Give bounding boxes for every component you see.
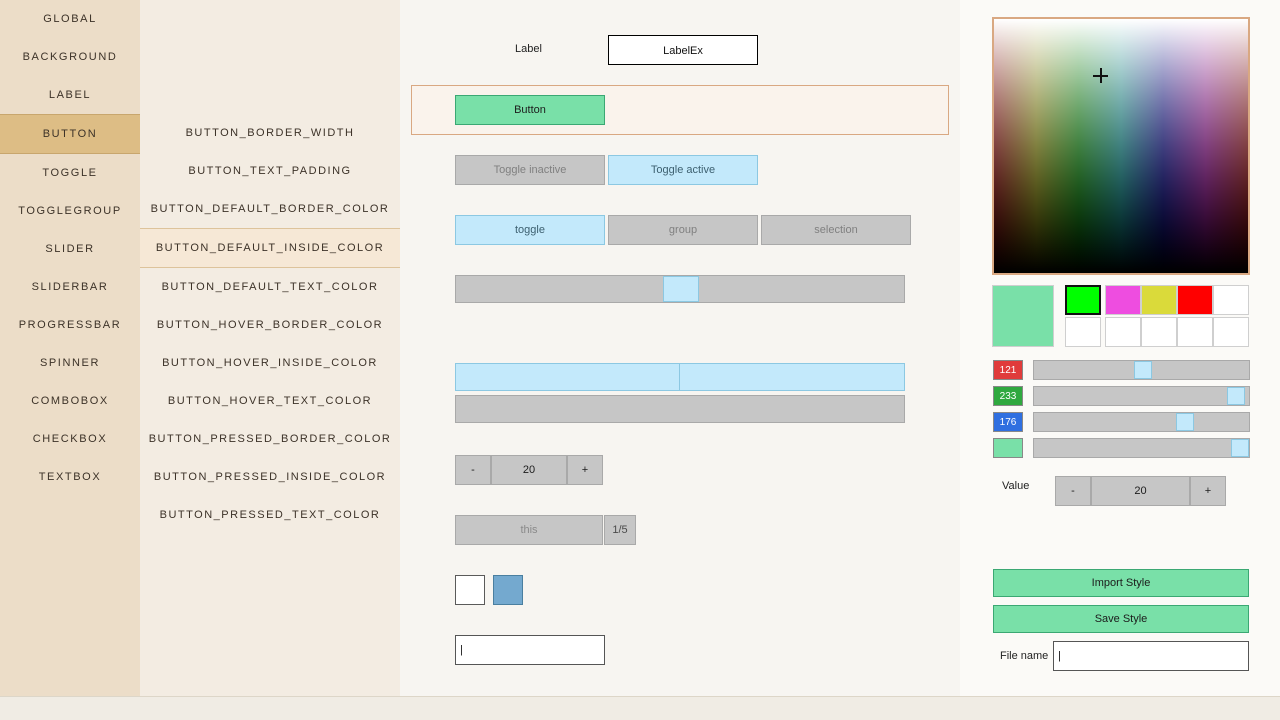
sidebar-item-toggle[interactable]: TOGGLE [42, 167, 98, 179]
value-label: Value [1002, 480, 1030, 492]
property-list [140, 0, 401, 696]
green-channel-row [993, 386, 1250, 406]
preview-sliderbar[interactable] [455, 363, 905, 391]
palette-swatch-4[interactable] [1177, 285, 1213, 315]
sidebar-item-spinner[interactable]: SPINNER [39, 357, 101, 369]
blue-channel-slider[interactable] [1033, 412, 1250, 432]
green-channel-value: 233 [993, 386, 1023, 406]
file-name-label: File name [1000, 650, 1049, 662]
property-item-border-width[interactable]: BUTTON_BORDER_WIDTH [185, 127, 355, 139]
category-sidebar [0, 0, 141, 696]
preview-slider[interactable] [455, 275, 905, 303]
widget-preview-panel [400, 0, 961, 696]
property-item-text-padding[interactable]: BUTTON_TEXT_PADDING [188, 165, 352, 177]
sidebar-item-global[interactable]: GLOBAL [43, 13, 97, 25]
palette-swatch-7[interactable] [1105, 317, 1141, 347]
combobox-counter[interactable]: 1/5 [604, 515, 636, 545]
spinner-value[interactable]: 20 [491, 455, 567, 485]
value-increment-button[interactable]: + [1190, 476, 1226, 506]
toggle-active[interactable]: Toggle active [608, 155, 758, 185]
sidebar-item-background[interactable]: BACKGROUND [22, 51, 118, 63]
checkbox-checked[interactable] [493, 575, 523, 605]
import-style-button[interactable]: Import Style [993, 569, 1249, 597]
spinner-increment-button[interactable]: + [567, 455, 603, 485]
green-channel-knob[interactable] [1227, 387, 1245, 405]
property-item-hover-text-color[interactable]: BUTTON_HOVER_TEXT_COLOR [167, 395, 373, 407]
blue-channel-row [993, 412, 1250, 432]
property-item-default-inside-color[interactable]: BUTTON_DEFAULT_INSIDE_COLOR [140, 228, 400, 268]
palette-swatch-5[interactable] [1213, 285, 1249, 315]
blue-channel-knob[interactable] [1176, 413, 1194, 431]
blue-channel-value: 176 [993, 412, 1023, 432]
label-caption: Label [515, 43, 542, 55]
saturation-value-square[interactable] [992, 17, 1250, 275]
property-item-default-text-color[interactable]: BUTTON_DEFAULT_TEXT_COLOR [161, 281, 379, 293]
label-value-textbox[interactable]: LabelEx [608, 35, 758, 65]
toggle-inactive[interactable]: Toggle inactive [455, 155, 605, 185]
preview-textbox[interactable]: | [455, 635, 605, 665]
togglegroup-item-selection[interactable]: selection [761, 215, 911, 245]
red-channel-value: 121 [993, 360, 1023, 380]
sidebar-item-checkbox[interactable]: CHECKBOX [32, 433, 108, 445]
palette-swatch-1[interactable] [1065, 285, 1101, 315]
combobox-value[interactable]: this [455, 515, 603, 545]
red-channel-slider[interactable] [1033, 360, 1250, 380]
green-channel-slider[interactable] [1033, 386, 1250, 406]
alpha-channel-slider[interactable] [1033, 438, 1250, 458]
red-channel-row [993, 360, 1250, 380]
togglegroup-item-toggle[interactable]: toggle [455, 215, 605, 245]
spinner-decrement-button[interactable]: - [455, 455, 491, 485]
alpha-channel-row [993, 438, 1250, 458]
color-cursor-icon [1093, 68, 1108, 83]
checkbox-unchecked[interactable] [455, 575, 485, 605]
value-spinner-value[interactable]: 20 [1091, 476, 1190, 506]
color-picker-panel [960, 0, 1280, 696]
property-item-default-border-color[interactable]: BUTTON_DEFAULT_BORDER_COLOR [150, 203, 390, 215]
current-color-swatch [992, 285, 1054, 347]
red-channel-knob[interactable] [1134, 361, 1152, 379]
sliderbar-fill [456, 364, 680, 390]
sidebar-item-textbox[interactable]: TEXTBOX [38, 471, 102, 483]
alpha-channel-value [993, 438, 1023, 458]
sidebar-item-label[interactable]: LABEL [48, 89, 92, 101]
value-decrement-button[interactable]: - [1055, 476, 1091, 506]
preview-progressbar [455, 395, 905, 423]
property-item-hover-border-color[interactable]: BUTTON_HOVER_BORDER_COLOR [156, 319, 384, 331]
sidebar-item-togglegroup[interactable]: TOGGLEGROUP [18, 205, 122, 217]
sidebar-item-progressbar[interactable]: PROGRESSBAR [18, 319, 122, 331]
sidebar-item-combobox[interactable]: COMBOBOX [31, 395, 109, 407]
sidebar-item-sliderbar[interactable]: SLIDERBAR [31, 281, 109, 293]
palette-swatch-8[interactable] [1141, 317, 1177, 347]
property-item-hover-inside-color[interactable]: BUTTON_HOVER_INSIDE_COLOR [162, 357, 378, 369]
preview-button[interactable]: Button [455, 95, 605, 125]
sidebar-item-button[interactable]: BUTTON [0, 114, 140, 154]
bottom-status-strip [0, 696, 1280, 720]
slider-knob[interactable] [663, 276, 699, 302]
property-item-pressed-inside-color[interactable]: BUTTON_PRESSED_INSIDE_COLOR [153, 471, 387, 483]
save-style-button[interactable]: Save Style [993, 605, 1249, 633]
property-item-pressed-text-color[interactable]: BUTTON_PRESSED_TEXT_COLOR [159, 509, 381, 521]
togglegroup-item-group[interactable]: group [608, 215, 758, 245]
palette-swatch-2[interactable] [1105, 285, 1141, 315]
palette-swatch-9[interactable] [1177, 317, 1213, 347]
sidebar-item-slider[interactable]: SLIDER [45, 243, 95, 255]
palette-swatch-10[interactable] [1213, 317, 1249, 347]
palette-swatch-3[interactable] [1141, 285, 1177, 315]
file-name-input[interactable]: | [1053, 641, 1249, 671]
alpha-channel-knob[interactable] [1231, 439, 1249, 457]
palette-swatch-6[interactable] [1065, 317, 1101, 347]
property-item-pressed-border-color[interactable]: BUTTON_PRESSED_BORDER_COLOR [148, 433, 392, 445]
